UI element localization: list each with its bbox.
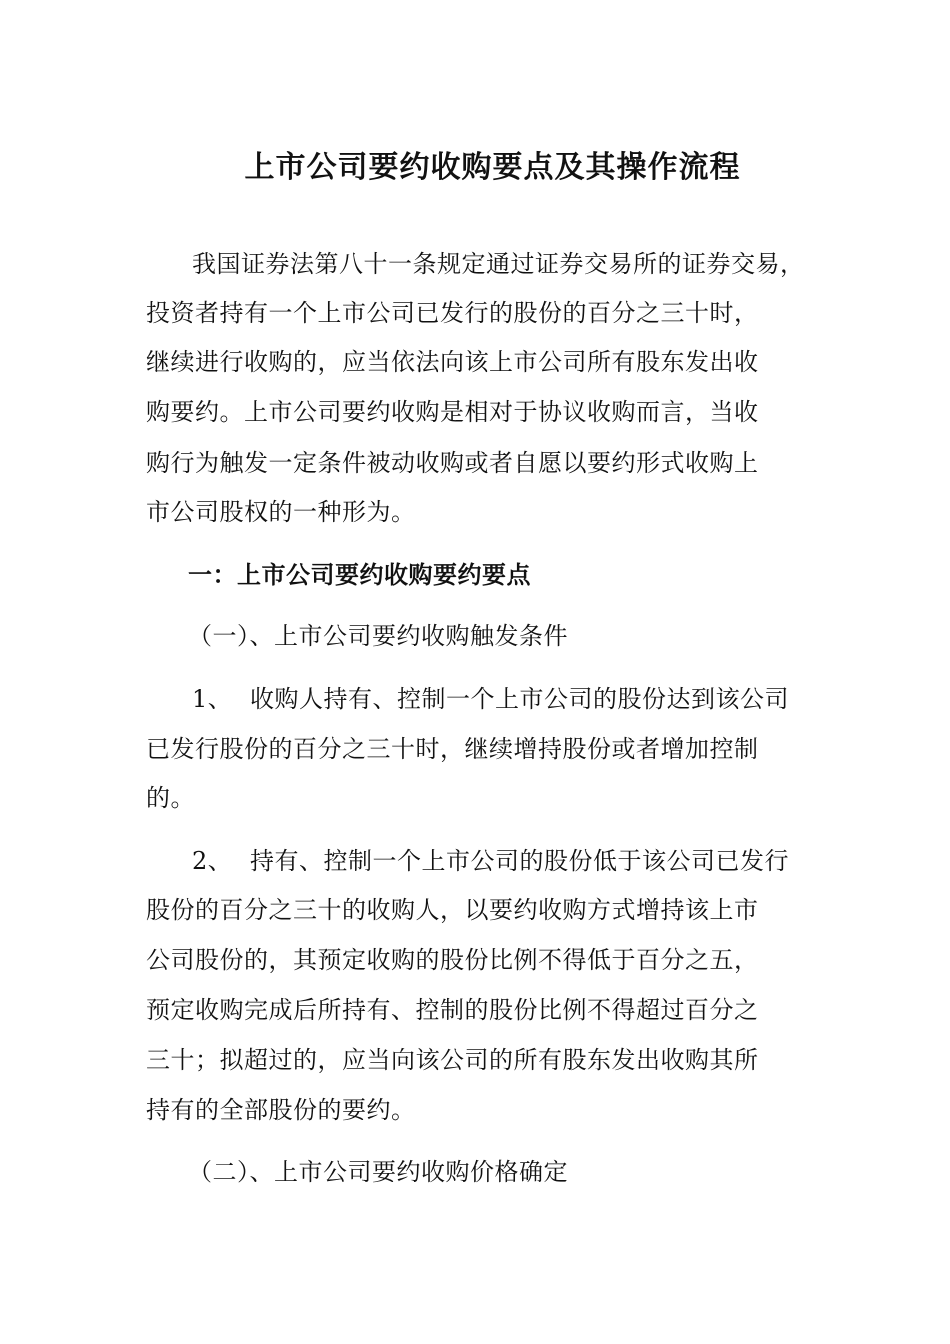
list-item-line: 的。: [146, 784, 195, 812]
list-item-number: 1、: [192, 685, 233, 713]
list-item-line: 公司股份的，其预定收购的股份比例不得低于百分之五，: [146, 946, 759, 974]
list-item-line: [192, 845, 789, 877]
section-heading: 一：上市公司要约收购要约要点: [188, 560, 531, 589]
list-item-text: 收购人持有、控制一个上市公司的股份达到该公司: [250, 685, 789, 713]
intro-line: 继续进行收购的，应当依法向该上市公司所有股东发出收: [146, 348, 759, 376]
intro-line: 购要约。上市公司要约收购是相对于协议收购而言，当收: [146, 398, 759, 426]
list-item-line: 股份的百分之三十的收购人，以要约收购方式增持该上市: [146, 896, 759, 924]
subsection-heading: （一）、上市公司要约收购触发条件: [188, 622, 568, 650]
list-item-line: [192, 683, 789, 715]
intro-line: 市公司股权的一种形为。: [146, 498, 416, 526]
list-item-line: 持有的全部股份的要约。: [146, 1096, 416, 1124]
intro-line: 投资者持有一个上市公司已发行的股份的百分之三十时，: [146, 299, 759, 327]
list-item-line: 预定收购完成后所持有、控制的股份比例不得超过百分之: [146, 996, 759, 1024]
list-item-line: 已发行股份的百分之三十时，继续增持股份或者增加控制: [146, 735, 759, 763]
document-title: 上市公司要约收购要点及其操作流程: [244, 150, 741, 185]
subsection-heading: （二）、上市公司要约收购价格确定: [188, 1158, 568, 1186]
list-item-line: 三十；拟超过的，应当向该公司的所有股东发出收购其所: [146, 1046, 759, 1074]
intro-line: 我国证券法第八十一条规定通过证券交易所的证券交易，: [192, 250, 805, 278]
list-item-number: 2、: [192, 847, 233, 875]
list-item-text: 持有、控制一个上市公司的股份低于该公司已发行: [250, 847, 789, 875]
intro-line: 购行为触发一定条件被动收购或者自愿以要约形式收购上: [146, 449, 759, 477]
